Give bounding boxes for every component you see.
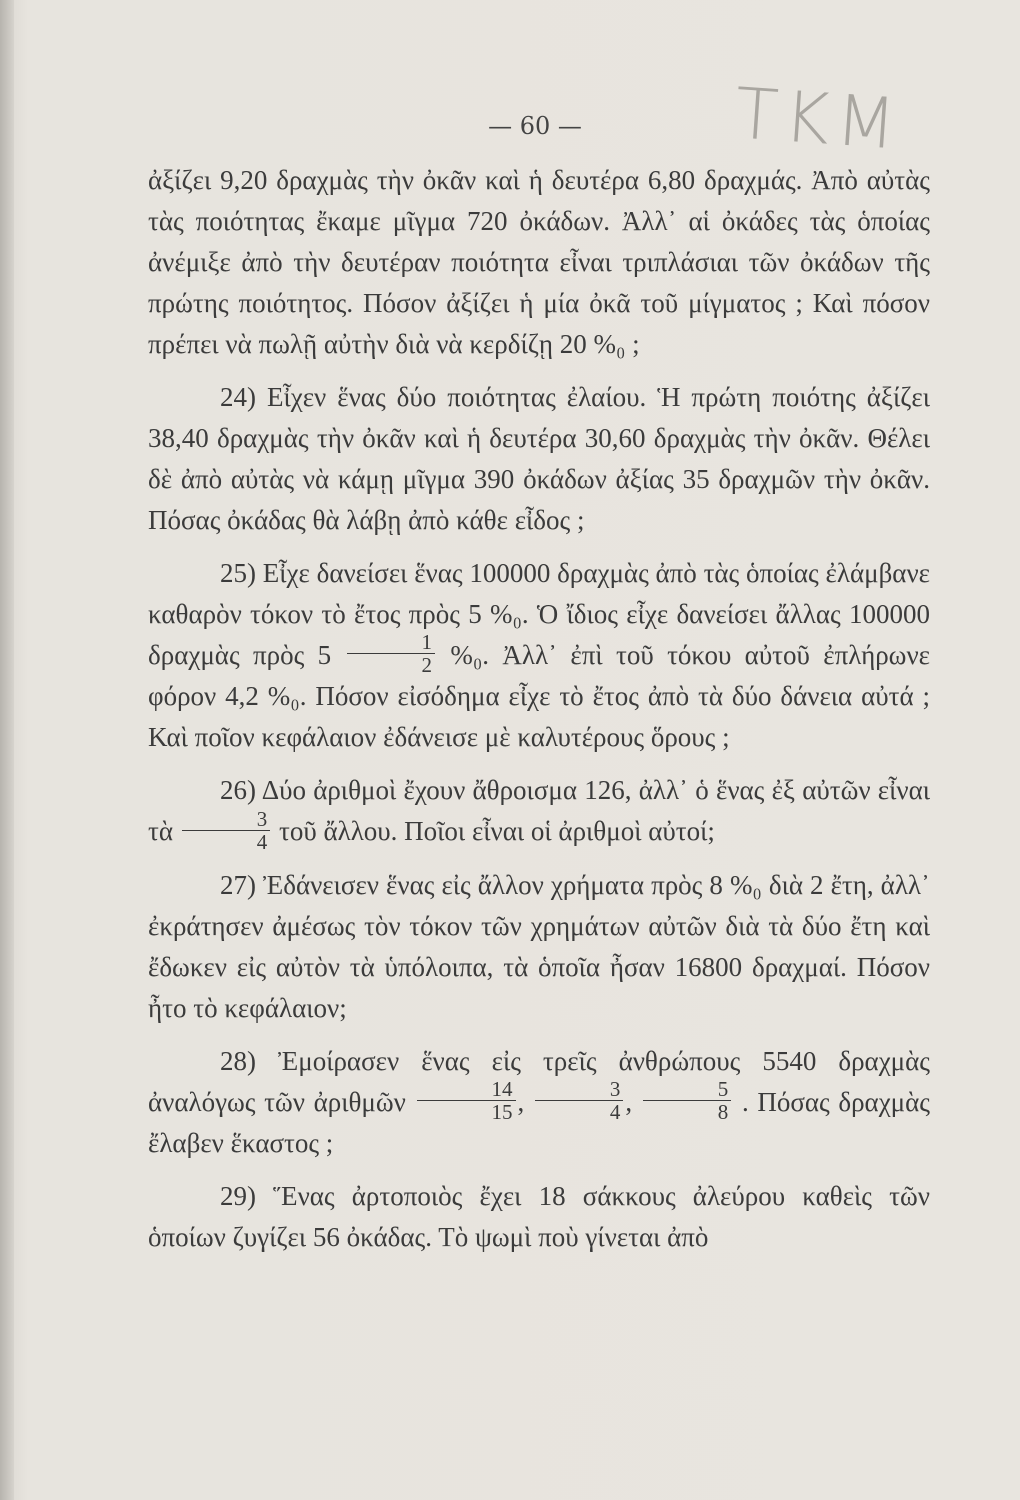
fraction-separator: ,	[625, 1086, 633, 1117]
fraction-five-eighths	[643, 1078, 732, 1123]
problem-27: 27) Ἐδάνεισεν ἕνας εἰς ἄλλον χρήματα πρὸς 8 %₀ διὰ 2 ἔτη, ἀλλ᾿ ἐκράτησεν ἀμέσως τὸν τόκον τῶν χρημάτων αὐτῶν διὰ τὰ δύο ἔτη καὶ ἔδωκεν εἰς αὐτὸν τὰ ὑπόλοιπα, τὰ ὁποῖα ἦσαν 16800 δραχμαί. Πόσον ἦτο τὸ κεφάλαιον;	[148, 869, 930, 1023]
fraction-denominator: 2	[421, 653, 433, 678]
fraction-one-half	[347, 631, 436, 676]
fraction-numerator: 14	[417, 1078, 516, 1101]
problem-28-text-b: . Πόσας δραχμὰς ἔλαβεν ἕκαστος ;	[148, 1086, 930, 1158]
problem-24: 24) Εἶχεν ἕνας δύο ποιότητας ἐλαίου. Ἡ πρώτη ποιότης ἀξίζει 38,40 δραχμὰς τὴν ὀκᾶν καὶ ἡ δευτέρα 30,60 δραχμὰς τὴν ὀκᾶν. Θέλει δὲ ἀπὸ αὐτὰς νὰ κάμῃ μῖγμα 390 ὀκάδων ἀξίας 35 δραχμῶν τὴν ὀκᾶν. Πόσας ὀκάδας θὰ λάβῃ ἀπὸ κάθε εἶδος ;	[148, 382, 930, 535]
page-number: — 60 —	[488, 112, 582, 140]
problem-26	[148, 770, 930, 852]
fraction-numerator: 3	[535, 1078, 624, 1101]
problem-28	[148, 1041, 930, 1164]
fraction-denominator: 15	[491, 1099, 513, 1124]
problem-25-text-b: %₀. Ἀλλ᾿ ἐπὶ τοῦ τόκου αὐτοῦ ἐπλήρωνε φόρον 4,2 %₀. Πόσον εἰσόδημα εἶχε τὸ ἔτος ἀπὸ τὰ δύο δάνεια αὐτά ; Καὶ ποῖον κεφάλαιον ἐδάνεισε μὲ καλυτέρους ὅρους ;	[148, 640, 930, 753]
paragraph-continuation: ἀξίζει 9,20 δραχμὰς τὴν ὀκᾶν καὶ ἡ δευτέρα 6,80 δραχμάς. Ἀπὸ αὐτὰς τὰς ποιότητας ἔκαμε μῖγμα 720 ὀκάδων. Ἀλλ᾿ αἱ ὀκάδες τὰς ὁποίας ἀνέμιξε ἀπὸ τὴν δευτέραν ποιότητα εἶναι τριπλάσιαι τῶν ὀκάδων τῆς πρώτης ποιότητος. Πόσον ἀξίζει ἡ μία ὀκᾶ τοῦ μίγματος ; Καὶ πόσον πρέπει νὰ πωλῇ αὐτὴν διὰ νὰ κερδίζῃ 20 %₀ ;	[148, 165, 930, 359]
fraction-separator: ,	[517, 1086, 525, 1117]
fraction-numerator: 3	[182, 808, 271, 831]
fraction-denominator: 8	[717, 1099, 729, 1124]
problem-26-text-a: 26) Δύο ἀριθμοὶ ἔχουν ἄθροισμα 126, ἀλλ᾿ ὁ ἕνας ἐξ αὐτῶν εἶναι τὰ	[148, 775, 930, 847]
problem-28-text-a: 28) Ἐμοίρασεν ἕνας εἰς τρεῖς ἀνθρώπους 5540 δραχμὰς ἀναλόγως τῶν ἀριθμῶν	[148, 1045, 930, 1117]
fraction-denominator: 4	[256, 829, 268, 854]
problem-25-text-a: 25) Εἶχε δανείσει ἕνας 100000 δραχμὰς ἀπὸ τὰς ὁποίας ἐλάμβανε καθαρὸν τόκον τὸ ἔτος πρὸς 5 %₀. Ὁ ἴδιος εἶχε δανείσει ἄλλας 100000 δραχμὰς πρὸς 5	[148, 558, 930, 670]
fraction-three-quarters	[535, 1078, 624, 1123]
problem-26-text-b: τοῦ ἄλλου. Ποῖοι εἶναι οἱ ἀριθμοὶ αὐτοί;	[279, 816, 715, 847]
fraction-denominator: 4	[609, 1099, 621, 1124]
handwritten-margin-note: ΤΚΜ	[732, 72, 905, 166]
fraction-numerator: 1	[347, 631, 436, 654]
fraction-numerator: 5	[643, 1078, 732, 1101]
fraction-fourteen-fifteenths	[417, 1078, 516, 1123]
problem-25	[148, 553, 930, 758]
page-body	[148, 160, 930, 1270]
page-spine-shadow	[0, 0, 14, 1500]
fraction-three-quarters	[182, 808, 271, 853]
problem-29: 29) Ἕνας ἀρτοποιὸς ἔχει 18 σάκκους ἀλεύρου καθεὶς τῶν ὁποίων ζυγίζει 56 ὀκάδας. Τὸ ψωμὶ ποὺ γίνεται ἀπὸ	[148, 1180, 930, 1252]
